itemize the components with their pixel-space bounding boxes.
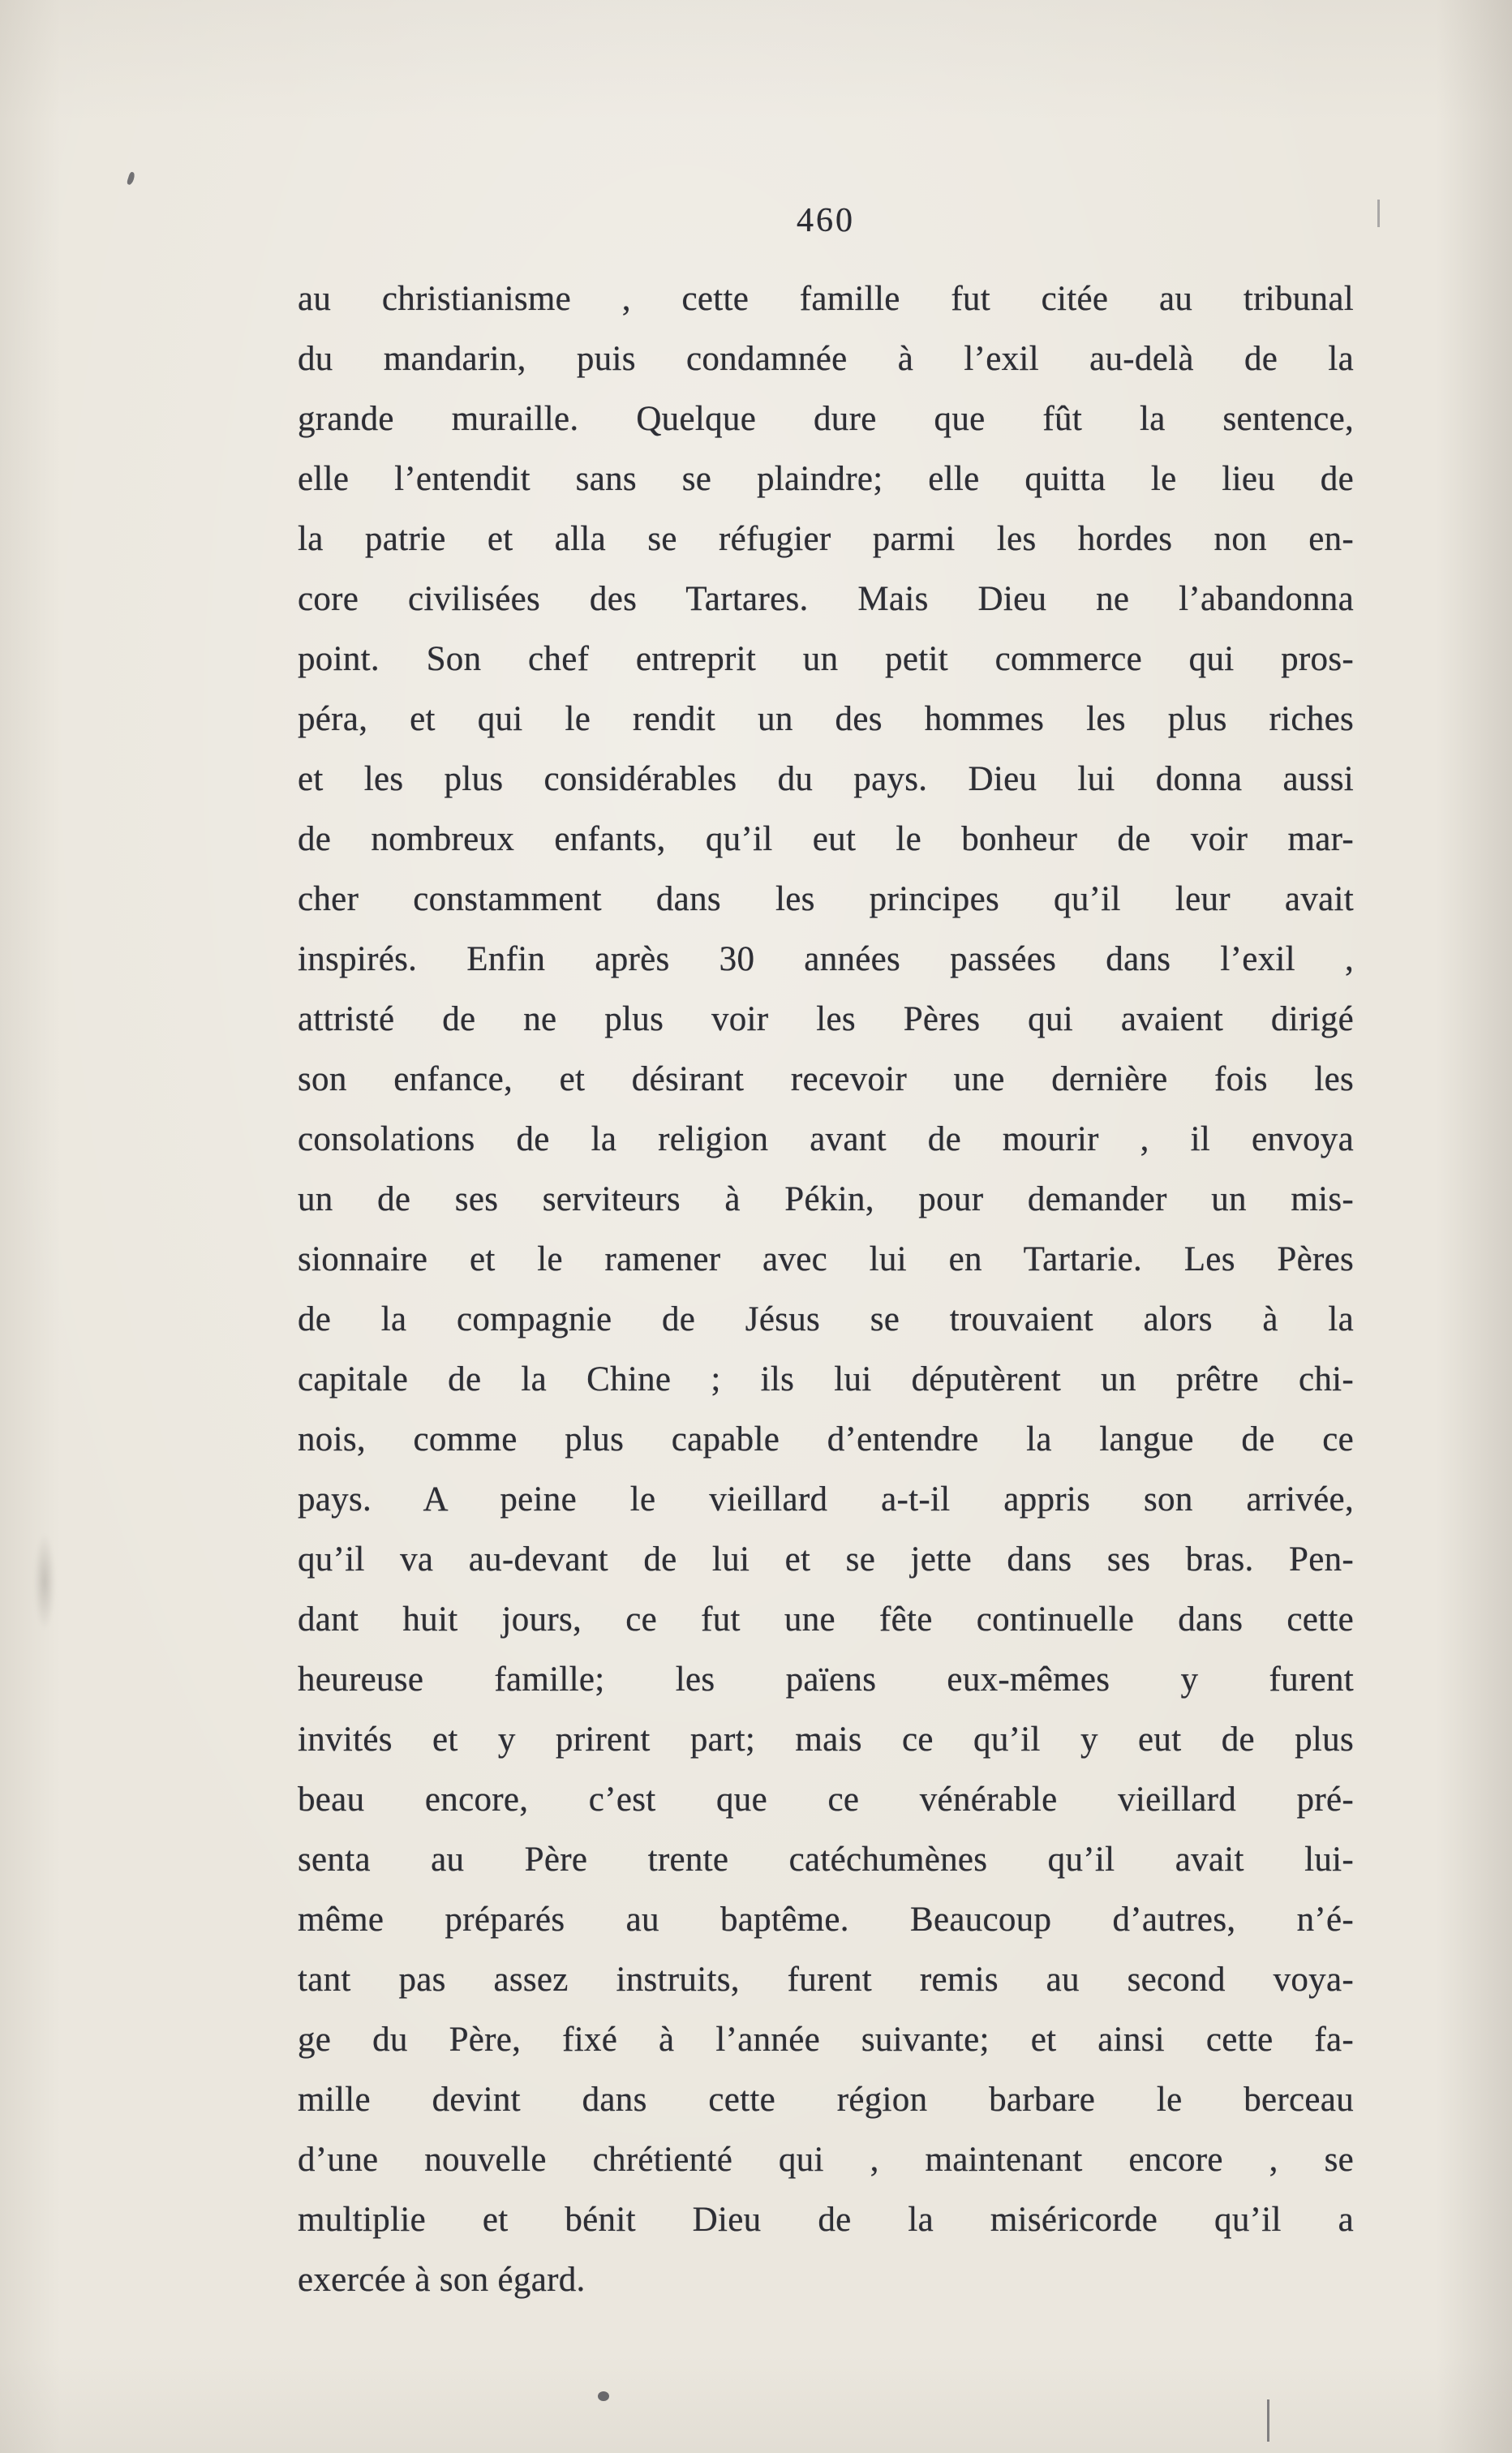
- ink-speck-icon: [127, 171, 136, 185]
- text-line: de nombreux enfants, qu’il eut le bonheur de voir mar-: [298, 820, 1354, 858]
- text-line: invités et y prirent part; mais ce qu’il y eut de plus: [298, 1721, 1354, 1759]
- text-line: multiplie et bénit Dieu de la miséricorde qu’il a: [298, 2201, 1354, 2239]
- text-line: exercée à son égard.: [298, 2261, 586, 2299]
- text-line: consolations de la religion avant de mourir , il envoya: [298, 1120, 1354, 1158]
- text-line: de la compagnie de Jésus se trouvaient alors à la: [298, 1300, 1354, 1338]
- text-line: son enfance, et désirant recevoir une dernière fois les: [298, 1060, 1354, 1098]
- text-line: beau encore, c’est que ce vénérable vieillard pré-: [298, 1781, 1354, 1819]
- text-line: nois, comme plus capable d’entendre la langue de ce: [298, 1420, 1354, 1458]
- text-line: ge du Père, fixé à l’année suivante; et ainsi cette fa-: [298, 2021, 1354, 2059]
- text-line: point. Son chef entreprit un petit commerce qui pros-: [298, 640, 1354, 678]
- text-line: un de ses serviteurs à Pékin, pour demander un mis-: [298, 1180, 1354, 1218]
- text-line: sionnaire et le ramener avec lui en Tartarie. Les Pères: [298, 1240, 1354, 1278]
- text-line: mille devint dans cette région barbare le berceau: [298, 2081, 1354, 2119]
- page-content: [298, 201, 1354, 2310]
- text-line: grande muraille. Quelque dure que fût la sentence,: [298, 400, 1354, 438]
- text-line: péra, et qui le rendit un des hommes les plus riches: [298, 700, 1354, 738]
- text-line: dant huit jours, ce fut une fête continuelle dans cette: [298, 1600, 1354, 1639]
- text-line: senta au Père trente catéchumènes qu’il avait lui-: [298, 1841, 1354, 1879]
- text-line: et les plus considérables du pays. Dieu lui donna aussi: [298, 760, 1354, 798]
- text-line: la patrie et alla se réfugier parmi les hordes non en-: [298, 520, 1354, 558]
- text-line: attristé de ne plus voir les Pères qui avaient dirigé: [298, 1000, 1354, 1038]
- body-text: [298, 269, 1354, 2310]
- scan-artifact-icon: [1267, 2399, 1269, 2442]
- text-line: inspirés. Enfin après 30 années passées dans l’exil ,: [298, 940, 1354, 978]
- text-line: elle l’entendit sans se plaindre; elle quitta le lieu de: [298, 460, 1354, 498]
- text-line: même préparés au baptême. Beaucoup d’autres, n’é-: [298, 1901, 1354, 1939]
- text-line: d’une nouvelle chrétienté qui , maintenant encore , se: [298, 2141, 1354, 2179]
- text-line: heureuse famille; les païens eux-mêmes y furent: [298, 1660, 1354, 1699]
- text-line: tant pas assez instruits, furent remis au second voya-: [298, 1961, 1354, 1999]
- text-line: au christianisme , cette famille fut citée au tribunal: [298, 280, 1354, 318]
- text-line: cher constamment dans les principes qu’il leur avait: [298, 880, 1354, 918]
- text-line: capitale de la Chine ; ils lui députèrent un prêtre chi-: [298, 1360, 1354, 1398]
- scan-artifact-icon: [1377, 200, 1380, 227]
- text-line: core civilisées des Tartares. Mais Dieu ne l’abandonna: [298, 580, 1354, 618]
- text-line: du mandarin, puis condamnée à l’exil au-delà de la: [298, 340, 1354, 378]
- text-line: pays. A peine le vieillard a-t-il appris son arrivée,: [298, 1480, 1354, 1519]
- scan-smudge-icon: [34, 1533, 55, 1630]
- text-line: qu’il va au-devant de lui et se jette dans ses bras. Pen-: [298, 1540, 1354, 1579]
- page-number: 460: [797, 202, 855, 239]
- ink-speck-icon: [598, 2391, 609, 2401]
